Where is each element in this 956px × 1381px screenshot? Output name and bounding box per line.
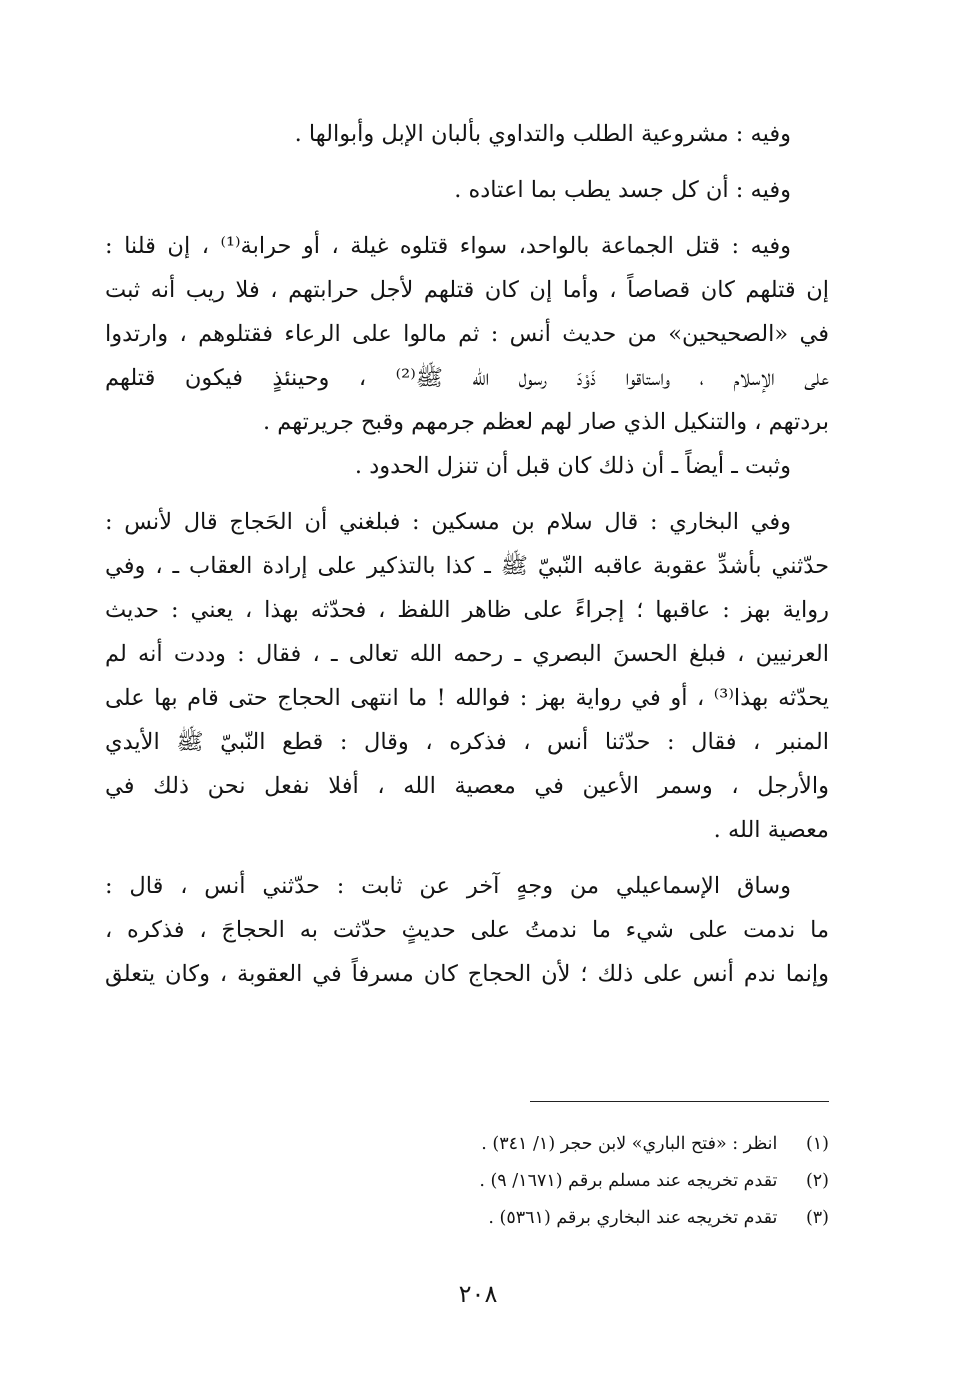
text-line: وإنما ندم أنس على ذلك ؛ لأن الحجاج كان مسرفاً في العقوبة ، وكان يتعلق [105, 961, 829, 987]
page-number: ٢٠٨ [458, 1280, 498, 1308]
text-line: في «الصحيحين» من حديث أنس : ثم مالوا على الرعاء فقتلوهم ، وارتدوا [105, 321, 829, 347]
text-line: المنبر ، فقال : حدّثنا أنس ، فذكره ، وقال : قطع النّبيّ ﷺ الأيدي [105, 729, 829, 755]
text-line: وفيه : قتل الجماعة بالواحد، سواء قتلوه غيلة ، أو حرابة⁽¹⁾ ، إن قلنا : [105, 233, 791, 259]
text-line: بردتهم ، والتنكيل الذي صار لهم لعظم جرمهم وقبح جريرتهم . [262, 409, 829, 435]
footnote-text: تقدم تخريجه عند مسلم برقم (١٦٧١/ ٩) . [479, 1171, 778, 1191]
footnote-number: (٣) [805, 1208, 829, 1228]
text-line: رواية بهز : عاقبها ؛ إجراءً على ظاهر اللفظ ، فحدّثه بهذا ، يعني : حديث [105, 597, 829, 623]
text-line: وفي البخاري : قال سلام بن مسكين : فبلغني أن الحَجاج قال لأنس : [105, 509, 791, 535]
text-line: يحدّثه بهذا⁽³⁾ ، أو في رواية بهز : فوالله ! ما انتهى الحجاج حتى قام بها على [105, 685, 829, 711]
text-line: على الإسلام ، واستاقوا ذَوْدَ رسول الله ﷺ⁽²⁾ ، وحينئذٍ فيكون قتلهم [105, 365, 829, 391]
footnotes [269, 1126, 829, 1237]
footnote-2 [269, 1163, 829, 1200]
text-line: والأرجل ، وسمر الأعين في معصية الله ، أفلا نفعل نحن ذلك في [105, 773, 829, 799]
text-line: إن قتلهم كان قصاصاً ، وأما إن كان قتلهم لأجل حرابتهم ، فلا ريب أنه ثبت [105, 277, 829, 303]
text-line: معصية الله . [713, 817, 829, 843]
footnote-number: (٢) [805, 1171, 829, 1191]
footnote-number: (١) [805, 1134, 829, 1154]
text-line: وساق الإسماعيلي من وجهٍ آخر عن ثابت : حدّثني أنس ، قال : [105, 873, 791, 899]
footnote-1 [269, 1126, 829, 1163]
text-line: وفيه : أن كل جسد يطب بما اعتاده . [454, 177, 791, 203]
text-line: ما ندمت على شيء ما ندمتُ على حديثٍ حدّثت به الحجاجَ ، فذكره ، [105, 917, 829, 943]
text-line: وفيه : مشروعية الطلب والتداوي بألبان الإبل وأبوالها . [294, 121, 791, 147]
footnote-3 [269, 1200, 829, 1237]
text-line: العرنيين ، فبلغ الحسنَ البصري ـ رحمه الله تعالى ـ ، فقال : وددت أنه لم [105, 641, 829, 667]
footnote-text: تقدم تخريجه عند البخاري برقم (٥٣٦١) . [488, 1208, 778, 1228]
text-line: وثبت ـ أيضاً ـ أن ذلك كان قبل أن تنزل الحدود . [354, 453, 791, 479]
text-line: حدّثني بأشدِّ عقوبة عاقبه النّبيّ ﷺ ـ كذا بالتذكير على إرادة العقاب ـ ، وفي [105, 553, 829, 579]
footnote-text: انظر : «فتح الباري» لابن حجر (١/ ٣٤١) . [481, 1134, 778, 1154]
main-text [105, 112, 829, 996]
footnote-separator [530, 1101, 829, 1102]
